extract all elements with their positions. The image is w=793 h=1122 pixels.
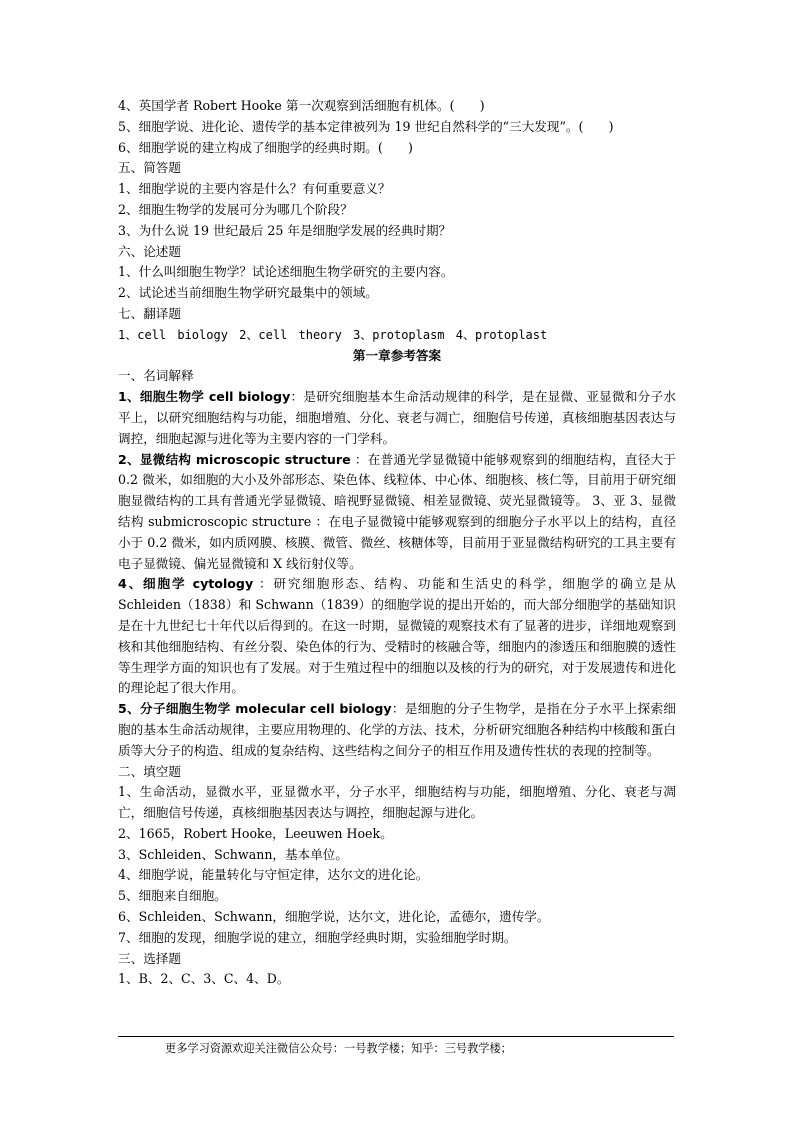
document-body [118,96,676,990]
footer-note: 更多学习资源欢迎关注微信公众号：一号教学楼；知乎：三号教学楼； [165,1042,512,1055]
definition-text: ：是细胞的分子生物学，是指在分子水平上探索细胞的基本生命活动规律，主要应用物理的、化学的方法、技术，分析研究细胞各种结构中核酸和蛋白质等大分子的构造、组成的复杂结构、这些结构之间分子的相互作用及遗传性状的表现的控制等。 [118,701,677,758]
definition-cytology [118,574,676,699]
section-heading-translation: 七、翻译题 [118,305,181,321]
footer-divider [118,1036,674,1037]
fill-in-answer-6: 6、Schleiden、Schwann，细胞学说，达尔文，进化论，孟德尔，遗传学。 [118,909,550,925]
translation-terms: 1、cell biology 2、cell theory 3、protoplasm 4、protoplast [118,327,548,342]
definition-term: 4、细胞学 cytology [118,576,254,592]
definition-term: 5、分子细胞生物学 molecular cell biology [118,701,392,717]
definition-cell-biology [118,387,676,449]
short-answer-question-3: 3、为什么说 19 世纪最后 25 年是细胞学发展的经典时期？ [118,222,452,238]
fill-in-answer-2: 2、1665，Robert Hooke，Leeuwen Hoek。 [118,825,393,841]
definition-molecular-cell-biology [118,699,676,761]
definition-text: ：研究细胞形态、结构、功能和生活史的科学，细胞学的确立是从 Schleiden（1838）和 Schwann（1839）的细胞学说的提出开始的，而大部分细胞学的基础知识是在十九世纪七十年代以后得到的。在这一时期，显微镜的观察技术有了显著的进步，详细地观察到核和其他细胞结构、有丝分裂、染色体的行为、受精时的核融合等，细胞内的渗透压和细胞膜的透性等生理学方面的知识也有了发展。对于生殖过程中的细胞以及核的行为的研究，对于发展遗传和进化的理论起了很大作用。 [118,576,676,696]
section-heading-short-answer: 五、简答题 [118,160,181,176]
section-heading-essay: 六、论述题 [118,243,181,259]
essay-question-2: 2、试论述当前细胞生物学研究最集中的领域。 [118,285,378,301]
section-heading-fill-in: 二、填空题 [118,763,181,779]
definition-text: ：是研究细胞基本生命活动规律的科学，是在显微、亚显微和分子水平上，以研究细胞结构与功能，细胞增殖、分化、衰老与凋亡，细胞信号传递，真核细胞基因表达与调控，细胞起源与进化等为主要内容的一门学科。 [118,389,676,446]
true-false-question-4: 4、英国学者 Robert Hooke 第一次观察到活细胞有机体。( ) [118,98,485,113]
fill-in-answer-5: 5、细胞来自细胞。 [118,888,227,904]
definition-microscopic-structure [118,450,676,575]
definition-term: 2、显微结构 microscopic structure [118,451,351,467]
multiple-choice-answers: 1、B、2、C、3、C、4、D。 [118,971,290,987]
fill-in-answer-3: 3、Schleiden、Schwann，基本单位。 [118,846,348,862]
answers-title: 第一章参考答案 [352,347,442,363]
fill-in-answer-1: 1、生命活动，显微水平，亚显微水平，分子水平，细胞结构与功能，细胞增殖、分化、衰老与凋亡，细胞信号传递，真核细胞基因表达与调控，细胞起源与进化。 [118,784,676,821]
short-answer-question-1: 1、细胞学说的主要内容是什么？有何重要意义？ [118,181,391,197]
short-answer-question-2: 2、细胞生物学的发展可分为哪几个阶段？ [118,201,353,217]
essay-question-1: 1、什么叫细胞生物学？试论述细胞生物学研究的主要内容。 [118,264,454,280]
true-false-question-6: 6、细胞学说的建立构成了细胞学的经典时期。( ) [118,139,413,155]
section-heading-definitions: 一、名词解释 [118,368,194,384]
fill-in-answer-7: 7、细胞的发现，细胞学说的建立，细胞学经典时期，实验细胞学时期。 [118,929,517,945]
fill-in-answer-4: 4、细胞学说，能量转化与守恒定律，达尔文的进化论。 [118,867,429,883]
true-false-question-5: 5、细胞学说、进化论、遗传学的基本定律被列为 19 世纪自然科学的“三大发现”。( ) [118,118,614,134]
definition-text: ：在普通光学显微镜中能够观察到的细胞结构，直径大于 0.2 微米，如细胞的大小及外部形态、染色体、线粒体、中心体、细胞核、核仁等，目前用于研究细胞显微结构的工具有普通光学显微镜、暗视野显微镜、相差显微镜、荧光显微镜等。 3、亚 3、显微结构 submicroscopic structure ：在电子显微镜中能够观察到的细胞分子水平以上的结构，直径小于 0.2 微米，如内质网膜、核膜、微管、微丝、核糖体等，目前用于亚显微结构研究的工具主要有电子显微镜、偏光显微镜和 X 线衍射仪等。 [118,451,676,571]
section-heading-multiple-choice: 三、选择题 [118,950,181,966]
definition-term: 1、细胞生物学 cell biology [118,389,291,405]
